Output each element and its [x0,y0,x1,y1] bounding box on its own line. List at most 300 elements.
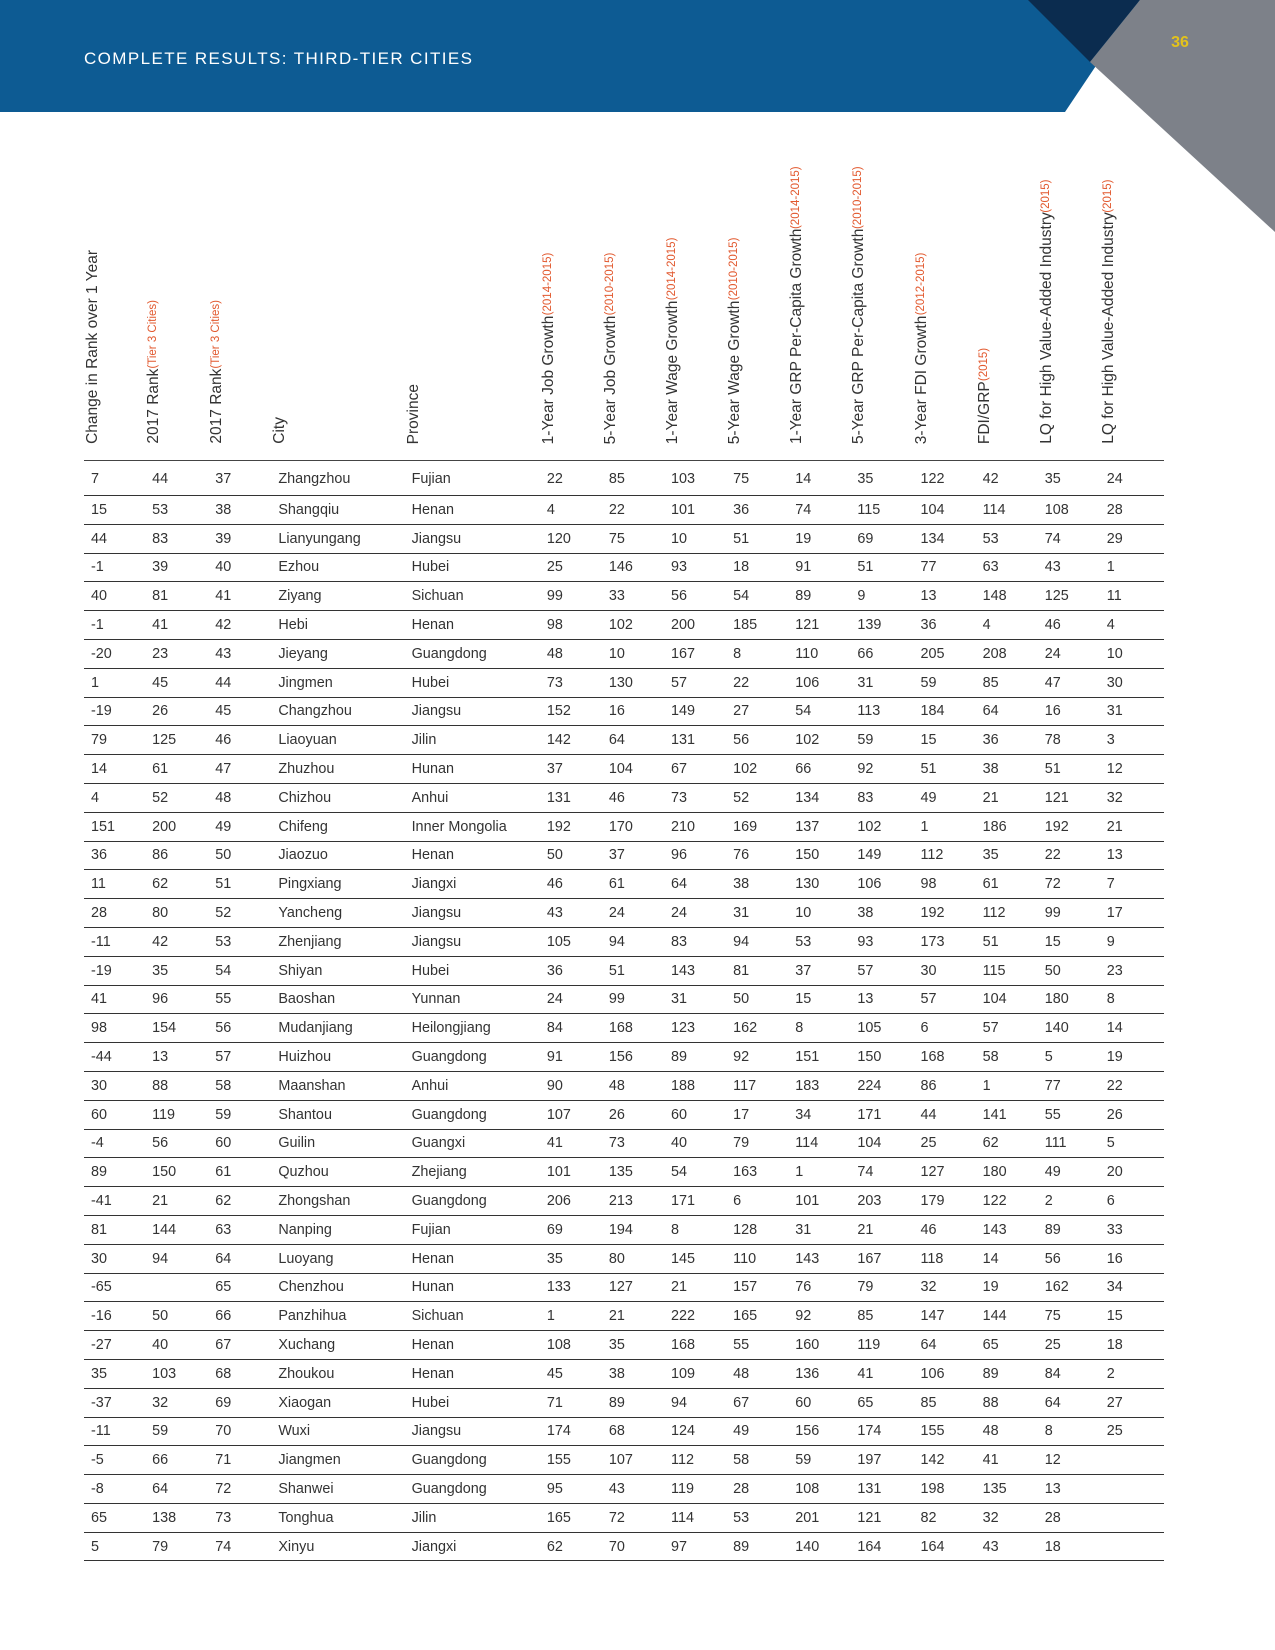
table-cell: Shiyan [271,956,404,985]
table-cell: Zhejiang [405,1158,540,1187]
column-header-label: 5-Year GRP Per-Capita Growth [850,228,868,444]
table-cell: 12 [1038,1446,1100,1475]
table-row [84,927,1164,956]
table-cell: 174 [850,1417,913,1446]
table-cell: 147 [913,1302,975,1331]
table-cell: 42 [976,461,1038,496]
table-cell: 46 [913,1215,975,1244]
table-cell: 114 [976,496,1038,525]
table-cell: Pingxiang [271,870,404,899]
table-cell: Panzhihua [271,1302,404,1331]
table-cell: 94 [664,1388,726,1417]
table-cell: 101 [664,496,726,525]
table-cell: 1 [976,1071,1038,1100]
table-cell: 74 [788,496,850,525]
table-cell: 1 [540,1302,602,1331]
table-cell: 143 [664,956,726,985]
table-cell: Zhongshan [271,1187,404,1216]
table-cell: Luoyang [271,1244,404,1273]
column-header [84,148,145,461]
table-cell: 88 [145,1071,208,1100]
table-cell: 51 [1038,755,1100,784]
table-cell: 92 [850,755,913,784]
table-cell: 1 [913,812,975,841]
table-cell: 38 [208,496,271,525]
table-cell: 102 [602,611,664,640]
table-cell: -11 [84,1417,145,1446]
table-cell: Hubei [405,1388,540,1417]
table-cell: 23 [1100,956,1164,985]
table-cell: 41 [540,1129,602,1158]
table-cell: 44 [913,1100,975,1129]
table-cell: 22 [540,461,602,496]
column-header [405,148,540,461]
table-cell: 25 [1100,1417,1164,1446]
table-cell: 75 [726,461,788,496]
table-cell: 48 [540,639,602,668]
table-cell: 119 [145,1100,208,1129]
table-row [84,582,1164,611]
table-cell: 125 [145,726,208,755]
table-cell: 16 [602,697,664,726]
table-cell: 102 [788,726,850,755]
table-cell: 26 [602,1100,664,1129]
table-cell: 23 [145,639,208,668]
table-row [84,899,1164,928]
table-cell: 35 [602,1331,664,1360]
table-cell: 24 [1038,639,1100,668]
table-cell: 77 [913,553,975,582]
table-cell: 203 [850,1187,913,1216]
table-cell: 64 [1038,1388,1100,1417]
column-header [540,148,602,461]
table-cell: 39 [208,524,271,553]
table-cell: 22 [726,668,788,697]
column-header-label: 1-Year Wage Growth [664,300,682,444]
table-row [84,461,1164,496]
table-cell: 114 [788,1129,850,1158]
table-cell: 15 [1038,927,1100,956]
column-header [1038,148,1100,461]
table-cell: 51 [602,956,664,985]
table-cell: 103 [664,461,726,496]
table-cell: 9 [1100,927,1164,956]
table-cell: 57 [664,668,726,697]
column-header-subtitle: (2015) [1039,179,1052,213]
table-cell: 180 [1038,985,1100,1014]
table-cell: 58 [976,1043,1038,1072]
table-cell: 144 [145,1215,208,1244]
table-cell: 25 [1038,1331,1100,1360]
table-cell: 179 [913,1187,975,1216]
table-cell: 77 [1038,1071,1100,1100]
table-cell: 122 [976,1187,1038,1216]
table-cell: Changzhou [271,697,404,726]
table-cell: 61 [976,870,1038,899]
table-cell: 155 [913,1417,975,1446]
table-cell: 108 [788,1475,850,1504]
table-cell: 142 [540,726,602,755]
table-cell: 171 [850,1100,913,1129]
table-cell: Hubei [405,956,540,985]
table-row [84,1273,1164,1302]
table-cell: 85 [913,1388,975,1417]
table-cell: -65 [84,1273,145,1302]
table-cell: 5 [1038,1043,1100,1072]
table-cell: 118 [913,1244,975,1273]
table-cell: 104 [976,985,1038,1014]
table-row [84,1158,1164,1187]
table-cell: 52 [726,783,788,812]
table-row [84,1043,1164,1072]
table-cell: Henan [405,841,540,870]
table-cell: 26 [1100,1100,1164,1129]
table-cell: 96 [664,841,726,870]
table-cell: 13 [1100,841,1164,870]
table-cell: 75 [1038,1302,1100,1331]
table-cell: 150 [145,1158,208,1187]
table-cell: -19 [84,956,145,985]
table-cell [1100,1446,1164,1475]
column-header-label: 1-Year Job Growth [539,315,557,444]
table-cell: 46 [1038,611,1100,640]
table-cell: 31 [1100,697,1164,726]
table-cell: 64 [976,697,1038,726]
table-cell: 7 [1100,870,1164,899]
column-header-label: 3-Year FDI Growth [913,315,931,444]
table-cell: 205 [913,639,975,668]
table-cell: 52 [145,783,208,812]
table-cell: 31 [726,899,788,928]
table-cell: -37 [84,1388,145,1417]
table-cell: 50 [1038,956,1100,985]
table-cell: 210 [664,812,726,841]
table-cell: 66 [145,1446,208,1475]
table-cell: Hebi [271,611,404,640]
table-cell: 59 [788,1446,850,1475]
table-cell: 46 [602,783,664,812]
table-cell: 106 [788,668,850,697]
table-cell: 37 [540,755,602,784]
table-cell: 43 [1038,553,1100,582]
table-cell: 67 [726,1388,788,1417]
table-cell: 128 [726,1215,788,1244]
table-cell: 64 [208,1244,271,1273]
table-cell: 170 [602,812,664,841]
table-cell: 31 [788,1215,850,1244]
table-cell: 62 [208,1187,271,1216]
table-cell: 51 [726,524,788,553]
table-cell: 15 [788,985,850,1014]
table-cell: 55 [1038,1100,1100,1129]
table-cell: 174 [540,1417,602,1446]
column-header-subtitle: (2014-2015) [541,252,554,316]
table-cell: 30 [1100,668,1164,697]
table-cell: 46 [540,870,602,899]
table-cell: 40 [84,582,145,611]
table-cell: Lianyungang [271,524,404,553]
table-cell: 51 [850,553,913,582]
table-cell: Shanwei [271,1475,404,1504]
table-cell: 84 [1038,1359,1100,1388]
table-cell: 74 [850,1158,913,1187]
column-header [271,148,404,461]
table-cell: 152 [540,697,602,726]
table-cell: 35 [850,461,913,496]
table-cell: 60 [664,1100,726,1129]
table-cell: 112 [976,899,1038,928]
table-cell: 14 [976,1244,1038,1273]
table-cell: 43 [976,1532,1038,1561]
table-cell: 21 [664,1273,726,1302]
table-cell: 21 [976,783,1038,812]
table-cell: 164 [850,1532,913,1561]
table-cell: 19 [1100,1043,1164,1072]
table-cell: 86 [145,841,208,870]
table-cell: 21 [850,1215,913,1244]
table-cell: 137 [788,812,850,841]
table-cell: 83 [145,524,208,553]
table-cell: 213 [602,1187,664,1216]
column-header-subtitle: (2010-2015) [728,237,741,301]
table-cell: 24 [1100,461,1164,496]
column-header-label: 1-Year GRP Per-Capita Growth [788,228,806,444]
table-cell: Zhoukou [271,1359,404,1388]
table-cell: 36 [913,611,975,640]
table-cell: -1 [84,553,145,582]
table-cell: 50 [726,985,788,1014]
table-cell: 85 [850,1302,913,1331]
table-cell: 6 [1100,1187,1164,1216]
table-cell: 171 [664,1187,726,1216]
table-row [84,755,1164,784]
table-cell: Maanshan [271,1071,404,1100]
column-header [208,148,271,461]
table-cell: Hubei [405,668,540,697]
table-cell: 131 [850,1475,913,1504]
table-cell: 201 [788,1503,850,1532]
table-cell: 141 [976,1100,1038,1129]
table-cell: Liaoyuan [271,726,404,755]
table-cell: Zhangzhou [271,461,404,496]
table-cell: 222 [664,1302,726,1331]
table-cell: -8 [84,1475,145,1504]
table-cell: Zhuzhou [271,755,404,784]
table-cell: 102 [726,755,788,784]
table-cell: 35 [145,956,208,985]
table-cell: Chizhou [271,783,404,812]
column-header-label: City [271,417,289,444]
table-cell: 65 [850,1388,913,1417]
table-cell: -1 [84,611,145,640]
table-cell: 15 [1100,1302,1164,1331]
table-cell: 119 [664,1475,726,1504]
table-cell: Jiangsu [405,899,540,928]
table-cell: 64 [145,1475,208,1504]
table-cell: 93 [850,927,913,956]
table-row [84,1129,1164,1158]
table-cell: 130 [788,870,850,899]
table-cell: 92 [726,1043,788,1072]
table-cell: 101 [788,1187,850,1216]
table-cell: 28 [1038,1503,1100,1532]
table-cell: 68 [602,1417,664,1446]
table-cell: 56 [664,582,726,611]
table-cell: -20 [84,639,145,668]
table-cell: 2 [1100,1359,1164,1388]
table-cell: 59 [850,726,913,755]
table-cell: 8 [1100,985,1164,1014]
table-cell: 90 [540,1071,602,1100]
table-cell: 72 [602,1503,664,1532]
table-cell: 134 [913,524,975,553]
table-cell: 56 [726,726,788,755]
table-cell: Fujian [405,461,540,496]
table-cell: Henan [405,611,540,640]
table-cell: Jiangmen [271,1446,404,1475]
table-cell: 108 [540,1331,602,1360]
table-cell: 44 [145,461,208,496]
table-cell: 151 [84,812,145,841]
table-cell: 40 [145,1331,208,1360]
results-table [84,148,1164,1561]
table-cell: 98 [540,611,602,640]
table-cell: 144 [976,1302,1038,1331]
table-cell: 168 [913,1043,975,1072]
table-cell: 173 [913,927,975,956]
table-cell: 79 [850,1273,913,1302]
table-cell: 57 [208,1043,271,1072]
table-cell: 53 [145,496,208,525]
table-row [84,870,1164,899]
table-cell: 89 [788,582,850,611]
table-cell: 64 [913,1331,975,1360]
table-cell: 67 [208,1331,271,1360]
table-cell: 85 [602,461,664,496]
table-cell: 165 [726,1302,788,1331]
table-cell: 167 [850,1244,913,1273]
column-header-label: FDI/GRP [975,381,993,444]
table-cell: 14 [788,461,850,496]
table-cell: Guangdong [405,1187,540,1216]
table-cell: Chifeng [271,812,404,841]
table-cell: 130 [602,668,664,697]
table-cell: 123 [664,1014,726,1043]
table-cell: 6 [913,1014,975,1043]
table-cell: 80 [602,1244,664,1273]
table-row [84,524,1164,553]
table-cell: 30 [913,956,975,985]
column-header-subtitle: (2010-2015) [603,252,616,316]
table-cell: -11 [84,927,145,956]
table-cell: 192 [913,899,975,928]
table-cell: 78 [1038,726,1100,755]
table-cell: 57 [850,956,913,985]
table-cell: 165 [540,1503,602,1532]
table-cell: 53 [208,927,271,956]
table-cell: 110 [726,1244,788,1273]
table-cell: 185 [726,611,788,640]
table-cell: 74 [1038,524,1100,553]
table-cell: -44 [84,1043,145,1072]
table-cell: 49 [1038,1158,1100,1187]
table-cell: 8 [664,1215,726,1244]
table-cell: Yunnan [405,985,540,1014]
table-cell: 64 [664,870,726,899]
table-cell: 79 [145,1532,208,1561]
table-cell: 198 [913,1475,975,1504]
column-header-subtitle: (2014-2015) [666,237,679,301]
table-cell: 38 [850,899,913,928]
table-cell: 4 [976,611,1038,640]
table-cell: 43 [602,1475,664,1504]
table-cell: 167 [664,639,726,668]
table-cell: 19 [788,524,850,553]
table-cell: 157 [726,1273,788,1302]
table-cell: 28 [1100,496,1164,525]
table-row [84,1359,1164,1388]
table-row [84,697,1164,726]
table-cell: 50 [145,1302,208,1331]
table-cell: 66 [850,639,913,668]
table-cell: 35 [976,841,1038,870]
table-cell: Sichuan [405,582,540,611]
table-cell: Zhenjiang [271,927,404,956]
table-cell: 156 [602,1043,664,1072]
table-cell: 88 [976,1388,1038,1417]
table-row [84,1071,1164,1100]
table-cell: 15 [84,496,145,525]
table-cell: 45 [540,1359,602,1388]
table-cell: 73 [602,1129,664,1158]
table-cell: 8 [726,639,788,668]
table-cell: 109 [664,1359,726,1388]
table-cell: 1 [788,1158,850,1187]
table-cell: 89 [602,1388,664,1417]
table-cell: 139 [850,611,913,640]
table-cell: 45 [145,668,208,697]
table-cell: Shangqiu [271,496,404,525]
table-cell: 163 [726,1158,788,1187]
table-cell: 25 [913,1129,975,1158]
table-cell: 41 [850,1359,913,1388]
table-cell: Ziyang [271,582,404,611]
table-cell: 102 [850,812,913,841]
table-cell: 22 [602,496,664,525]
table-cell: Jiangxi [405,1532,540,1561]
table-cell: 57 [913,985,975,1014]
table-cell: 71 [208,1446,271,1475]
table-cell: 69 [540,1215,602,1244]
table-cell: 12 [1100,755,1164,784]
table-cell: 55 [208,985,271,1014]
table-cell: 91 [540,1043,602,1072]
table-row [84,611,1164,640]
table-cell: 24 [540,985,602,1014]
table-cell: 53 [726,1503,788,1532]
table-cell: 62 [976,1129,1038,1158]
table-cell: 45 [208,697,271,726]
table-cell: 2 [1038,1187,1100,1216]
table-cell: Nanping [271,1215,404,1244]
table-cell: 54 [726,582,788,611]
table-cell: Jiangsu [405,697,540,726]
table-cell: 95 [540,1475,602,1504]
column-header [726,148,788,461]
table-cell: 60 [208,1129,271,1158]
column-header-label: 5-Year Wage Growth [726,300,744,444]
table-row [84,1503,1164,1532]
